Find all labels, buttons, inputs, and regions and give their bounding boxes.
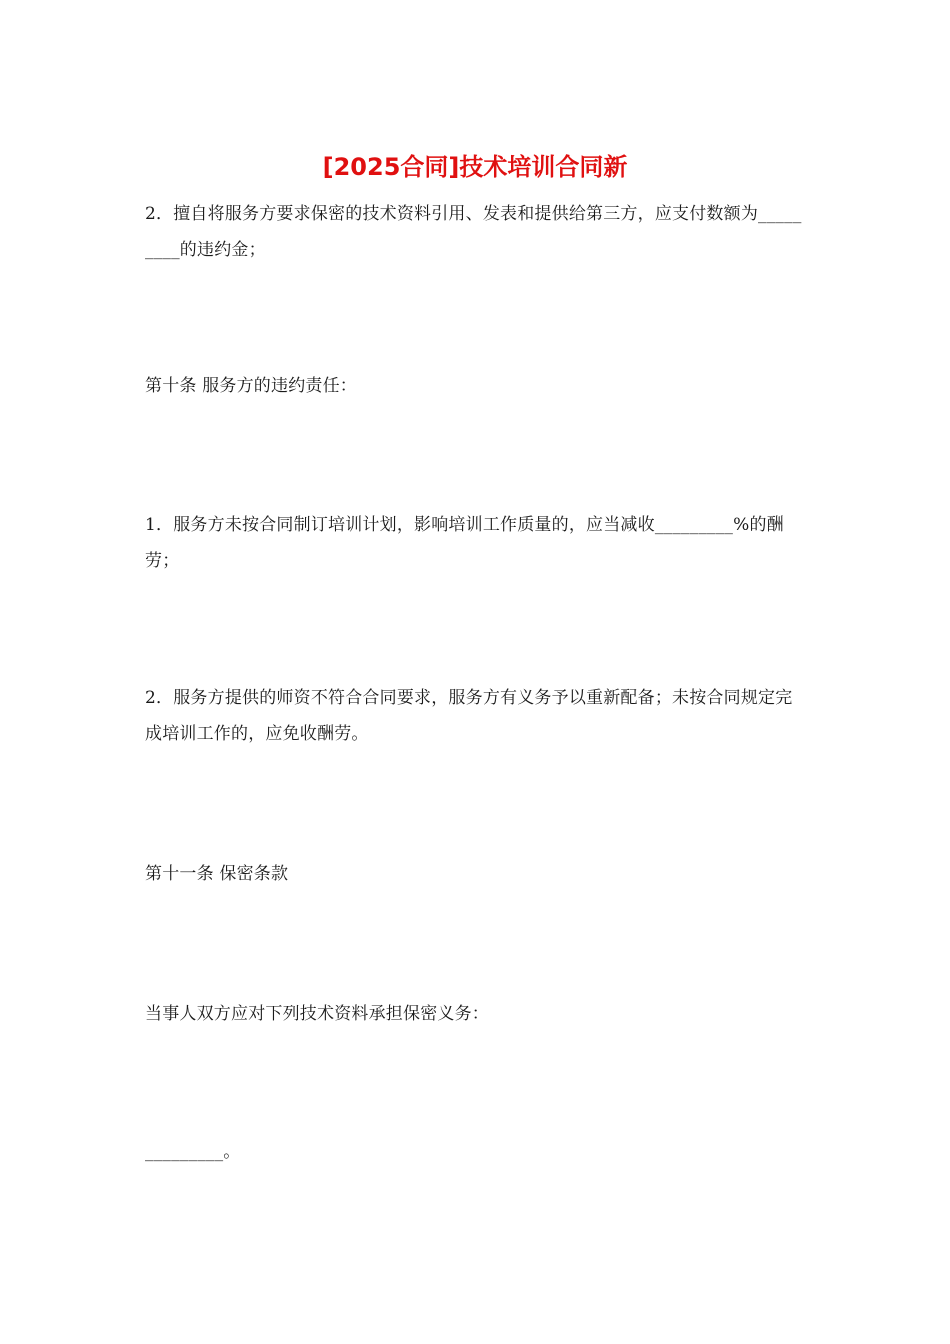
paragraph-penalty-disclosure: 2．擅自将服务方要求保密的技术资料引用、发表和提供给第三方，应支付数额为_________的违约金； <box>145 204 802 260</box>
article-11-heading: 第十一条 保密条款 <box>145 864 289 884</box>
paragraph-teacher-qualification: 2．服务方提供的师资不符合合同要求，服务方有义务予以重新配备；未按合同规定完成培训工作的，应免收酬劳。 <box>145 688 793 744</box>
document-title: [2025合同]技术培训合同新 <box>322 153 628 181</box>
paragraph-training-plan: 1．服务方未按合同制订培训计划，影响培训工作质量的，应当减收_________%的酬劳； <box>145 515 784 571</box>
paragraph-confidentiality: 当事人双方应对下列技术资料承担保密义务： <box>145 1004 489 1024</box>
article-10-heading: 第十条 服务方的违约责任： <box>145 376 358 396</box>
paragraph-blank-line: _________。 <box>145 1142 241 1162</box>
